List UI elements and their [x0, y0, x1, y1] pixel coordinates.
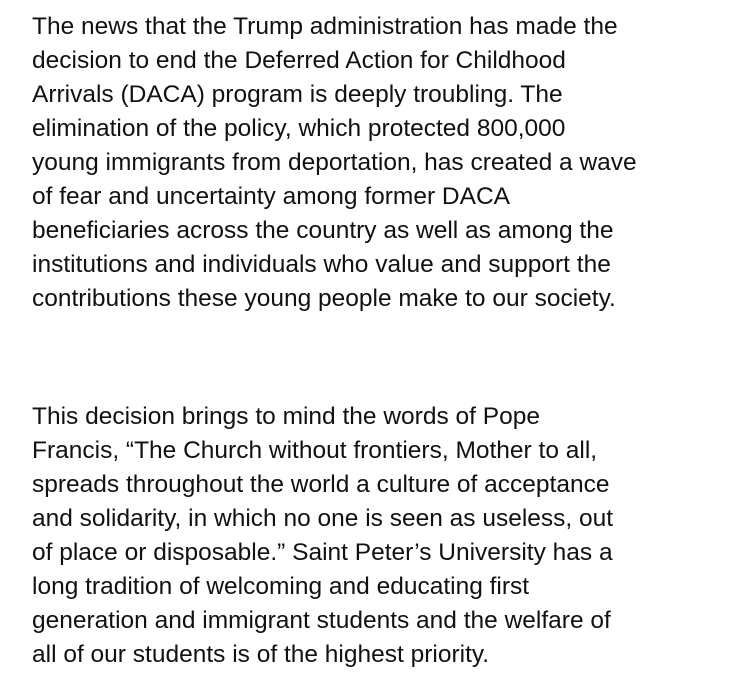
- text-line: spreads throughout the world a culture of acceptance: [32, 471, 610, 498]
- paragraph-spacer: [32, 316, 732, 400]
- paragraph-1: [32, 10, 732, 316]
- text-line: institutions and individuals who value and support the: [32, 251, 611, 278]
- text-line: beneficiaries across the country as well as among the: [32, 217, 614, 244]
- text-line: of fear and uncertainty among former DACA: [32, 183, 510, 210]
- text-line: long tradition of welcoming and educating first: [32, 573, 530, 600]
- text-line: Francis, “The Church without frontiers, Mother to all,: [32, 437, 598, 464]
- text-line: Arrivals (DACA) program is deeply troubling. The: [32, 81, 563, 108]
- text-line: This decision brings to mind the words of Pope: [32, 403, 540, 430]
- text-line: young immigrants from deportation, has created a wave: [32, 149, 637, 176]
- text-line: elimination of the policy, which protected 800,000: [32, 115, 566, 142]
- text-line: generation and immigrant students and the welfare of: [32, 607, 611, 634]
- text-line: of place or disposable.” Saint Peter’s University has a: [32, 539, 613, 566]
- text-line: decision to end the Deferred Action for Childhood: [32, 47, 566, 74]
- text-line: all of our students is of the highest priority.: [32, 641, 490, 668]
- paragraph-2: [32, 400, 732, 672]
- text-line: contributions these young people make to our society.: [32, 285, 616, 312]
- document-body: [32, 10, 732, 672]
- text-line: and solidarity, in which no one is seen as useless, out: [32, 505, 614, 532]
- text-line: The news that the Trump administration has made the: [32, 13, 618, 40]
